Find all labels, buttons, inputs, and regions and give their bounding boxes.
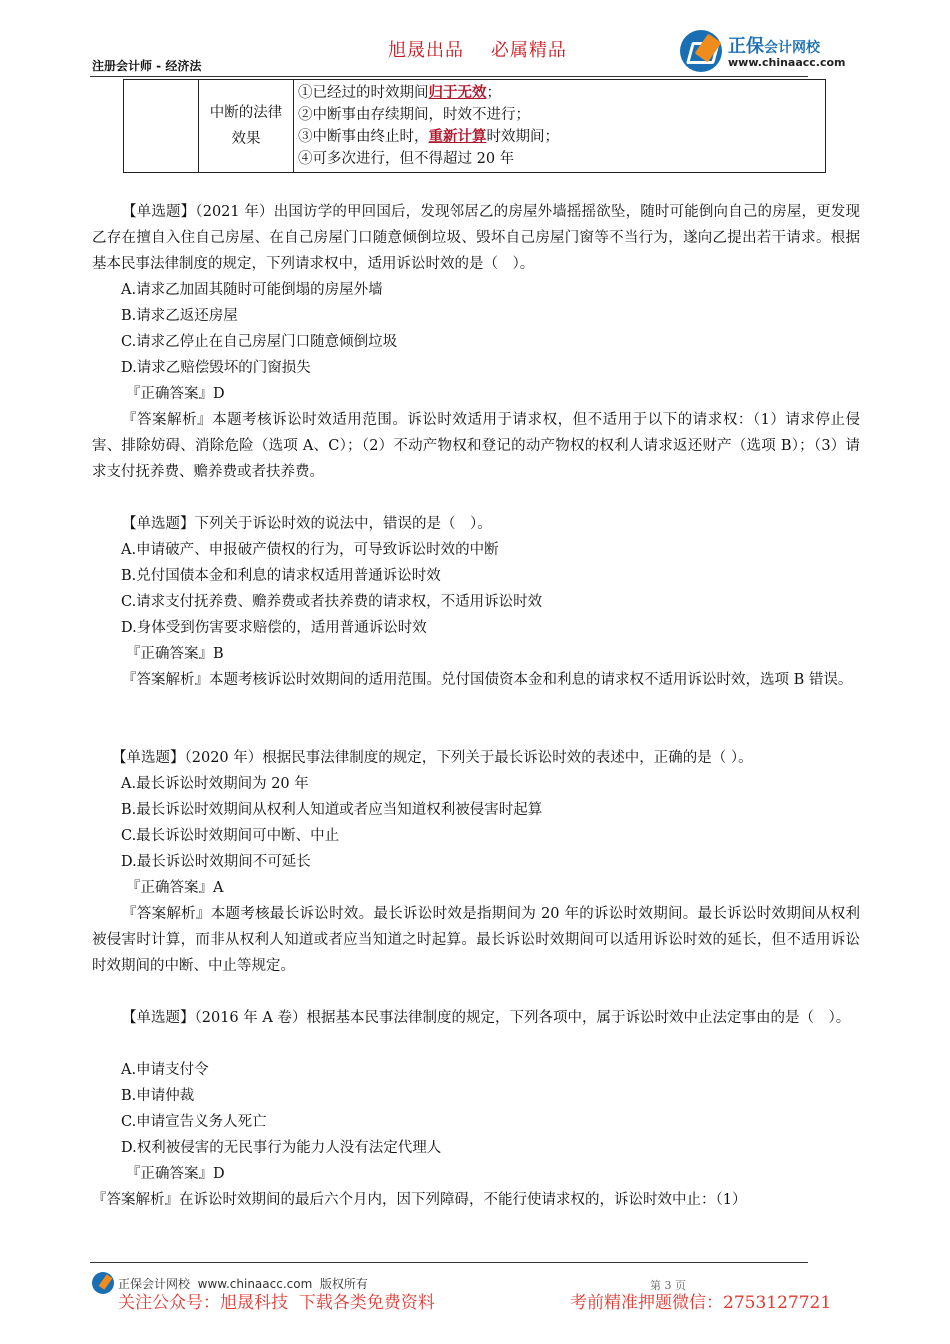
question-3-option-d: D.最长诉讼时效期间不可延长 (121, 854, 311, 870)
brand-logo (680, 30, 870, 74)
question-2-option-a: A.申请破产、申报破产债权的行为，可导致诉讼时效的中断 (121, 542, 499, 558)
table-content-cell (294, 80, 826, 173)
watermark-left: 关注公众号：旭晟科技 下载各类免费资料 (118, 1293, 435, 1313)
header-divider (90, 76, 808, 77)
question-4-analysis: 『答案解析』在诉讼时效期间的最后六个月内，因下列障碍，不能行使请求权的，诉讼时效中止：（1） (92, 1192, 747, 1208)
question-1-option-a: A.请求乙加固其随时可能倒塌的房屋外墙 (121, 282, 383, 298)
logo-name: 正保会计网校 (728, 36, 820, 57)
question-1-option-d: D.请求乙赔偿毁坏的门窗损失 (121, 360, 311, 376)
effect-item-2: ②中断事由存续期间，时效不进行； (298, 107, 530, 123)
question-2-option-d: D.身体受到伤害要求赔偿的，适用普通诉讼时效 (121, 620, 427, 636)
question-4-stem: 【单选题】（2016 年 A 卷）根据基本民事法律制度的规定，下列各项中，属于诉讼时效中止法定事由的是（ ）。 (122, 1010, 851, 1026)
question-2-analysis: 『答案解析』本题考核诉讼时效期间的适用范围。兑付国债资本金和利息的请求权不适用诉讼时效，选项 B 错误。 (122, 672, 853, 688)
question-4-option-d: D.权利被侵害的无民事行为能力人没有法定代理人 (121, 1140, 442, 1156)
question-1-analysis: 『答案解析』本题考核诉讼时效适用范围。诉讼时效适用于请求权，但不适用于以下的请求权：（1）请求停止侵害、排除妨碍、消除危险（选项 A、C）；（2）不动产物权和登记的动产物权的权利人请求返还财产（选项 B）；（3）请求支付抚养费、赡养费或者扶养费。 (92, 412, 860, 480)
question-3-stem: 【单选题】（2020 年）根据民事法律制度的规定，下列关于最长诉讼时效的表述中，正确的是（ ）。 (112, 750, 753, 766)
header-subject: 注册会计师 - 经济法 (92, 59, 202, 73)
question-2-option-c: C.请求支付抚养费、赡养费或者扶养费的请求权，不适用诉讼时效 (121, 594, 543, 610)
footer-copyright: 正保会计网校 www.chinaacc.com 版权所有 (118, 1277, 368, 1291)
footer-logo-icon (92, 1272, 114, 1294)
question-2-option-b: B.兑付国债本金和利息的请求权适用普通诉讼时效 (121, 568, 441, 584)
question-1-stem: 【单选题】（2021 年）出国访学的甲回国后，发现邻居乙的房屋外墙摇摇欲坠，随时可能倒向自己的房屋，更发现乙存在擅自入住自己房屋、在自己房屋门口随意倾倒垃圾、毁坏自己房屋门窗等不当行为，遂向乙提出若干请求。根据基本民事法律制度的规定，下列请求权中，适用诉讼时效的是（ ）。 (92, 204, 860, 272)
effect-item-3: ③中断事由终止时，重新计算时效期间； (298, 128, 559, 145)
question-2-stem: 【单选题】下列关于诉讼时效的说法中，错误的是（ ）。 (122, 516, 492, 532)
question-3-option-b: B.最长诉讼时效期间从权利人知道或者应当知道权利被侵害时起算 (121, 802, 543, 818)
header-slogan: 旭晟出品 必属精品 (388, 40, 567, 61)
table-label-cell: 中断的法律效果 (199, 80, 294, 173)
question-3-answer: 『正确答案』A (126, 880, 224, 896)
question-4-option-a: A.申请支付令 (121, 1062, 209, 1078)
footer-divider (90, 1262, 808, 1263)
logo-url: www.chinaacc.com (728, 56, 846, 69)
question-2-answer: 『正确答案』B (126, 646, 224, 662)
question-1-option-c: C.请求乙停止在自己房屋门口随意倾倒垃圾 (121, 334, 398, 350)
question-4-option-b: B.申请仲裁 (121, 1088, 195, 1104)
question-3-option-a: A.最长诉讼时效期间为 20 年 (121, 776, 309, 792)
logo-emblem-icon (680, 30, 722, 72)
interruption-effect-table (123, 79, 826, 173)
watermark-right: 考前精准押题微信：2753127721 (570, 1293, 832, 1313)
question-4-option-c: C.申请宣告义务人死亡 (121, 1114, 267, 1130)
question-3-option-c: C.最长诉讼时效期间可中断、中止 (121, 828, 340, 844)
effect-item-4: ④可多次进行，但不得超过 20 年 (298, 151, 515, 167)
question-1-option-b: B.请求乙返还房屋 (121, 308, 238, 324)
table-empty-cell (124, 80, 199, 173)
effect-item-1: ①已经过的时效期间归于无效； (298, 84, 501, 101)
page-number: 第 3 页 (650, 1279, 686, 1292)
question-3-analysis: 『答案解析』本题考核最长诉讼时效。最长诉讼时效是指期间为 20 年的诉讼时效期间。最长诉讼时效期间从权利被侵害时计算，而非从权利人知道或者应当知道之时起算。最长诉讼时效期间可以适用诉讼时效的延长，但不适用诉讼时效期间的中断、中止等规定。 (92, 906, 860, 974)
question-1-answer: 『正确答案』D (126, 386, 225, 402)
question-4-answer: 『正确答案』D (126, 1166, 225, 1182)
